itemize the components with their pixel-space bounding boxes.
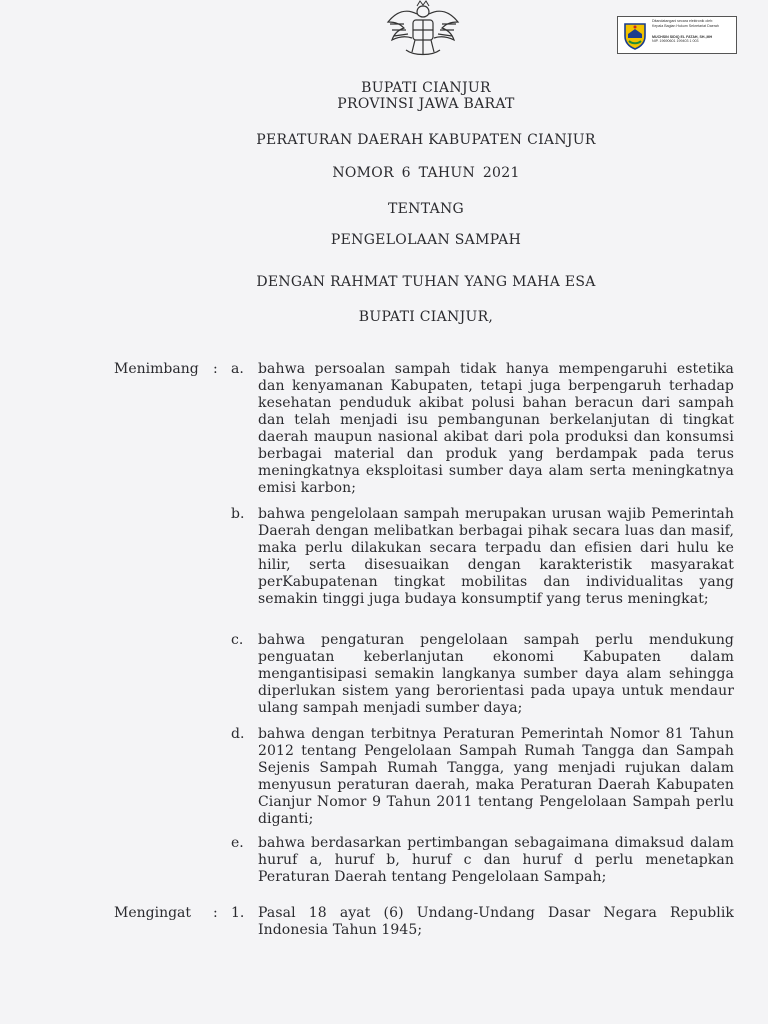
menimbang-item-b: bahwa pengelolaan sampah merupakan urusan wajib Pemerintah Daerah dengan melibatkan berbagai pihak secara luas dan masif, maka perlu dilakukan secara terpadu dan efisien dari hulu ke hilir, serta disesuaikan dengan karakteristik masyarakat perKabupatenan tingkat mobilitas dan individualitas yang semakin tinggi juga budaya konsumptif yang terus meningkat; — [258, 506, 734, 607]
menimbang-marker-a: a. — [231, 361, 244, 377]
regulation-title: PERATURAN DAERAH KABUPATEN CIANJUR — [256, 132, 596, 148]
menimbang-item-d: bahwa dengan terbitnya Peraturan Pemerintah Nomor 81 Tahun 2012 tentang Pengelolaan Sampah Rumah Tangga dan Sampah Sejenis Sampah Rumah Tangga, yang menjadi rujukan dalam menyusun peraturan daerah, maka Peraturan Daerah Kabupaten Cianjur Nomor 9 Tahun 2011 tentang Pengelolaan Sampah perlu diganti; — [258, 726, 734, 827]
menimbang-marker-e: e. — [231, 835, 244, 851]
mengingat-item-1: Pasal 18 ayat (6) Undang-Undang Dasar Negara Republik Indonesia Tahun 1945; — [258, 905, 734, 938]
regulation-about: TENTANG — [387, 201, 465, 217]
header-line2: PROVINSI JAWA BARAT — [337, 96, 515, 112]
menimbang-item-e: bahwa berdasarkan pertimbangan sebagaimana dimaksud dalam huruf a, huruf b, huruf c dan huruf d perlu menetapkan Peraturan Daerah tentang Pengelolaan Sampah; — [258, 835, 734, 885]
cianjur-crest-icon — [622, 22, 648, 50]
menimbang-marker-d: d. — [231, 726, 245, 742]
esign-stamp — [617, 16, 737, 54]
regulation-subject: PENGELOLAAN SAMPAH — [330, 232, 522, 248]
stamp-signer-name: MUCHSIN SIDIQ EL FATAH, SH.,MH — [652, 34, 713, 39]
menimbang-colon: : — [213, 361, 218, 377]
stamp-line1: Ditandatangani secara elektronik oleh: — [652, 19, 714, 23]
mengingat-marker-1: 1. — [231, 905, 245, 921]
menimbang-marker-b: b. — [231, 506, 245, 522]
menimbang-label: Menimbang — [114, 361, 199, 377]
header-line1: BUPATI CIANJUR — [361, 80, 491, 96]
stamp-line2: Kepala Bagian Hukum Sekretariat Daerah — [652, 23, 719, 28]
menimbang-marker-c: c. — [231, 632, 244, 648]
mengingat-label: Mengingat — [114, 905, 192, 921]
garuda-emblem-icon — [382, 0, 464, 58]
stamp-signer-nip: NIP. 19690601 199403 1 003 — [652, 38, 699, 43]
regulation-number: NOMOR 6 TAHUN 2021 — [332, 165, 520, 181]
regent-line: BUPATI CIANJUR, — [358, 309, 494, 325]
menimbang-item-a: bahwa persoalan sampah tidak hanya mempengaruhi estetika dan kenyamanan Kabupaten, tetapi juga berpengaruh terhadap kesehatan penduduk akibat polusi bahan beracun dari sampah dan telah menjadi isu pembangunan berkelanjutan di tingkat daerah maupun nasional akibat dari pola produksi dan konsumsi berbagai material dan produk yang berdampak pada terus meningkatnya eksploitasi sumber daya alam serta meningkatnya emisi karbon; — [258, 361, 734, 496]
blessing-line: DENGAN RAHMAT TUHAN YANG MAHA ESA — [256, 274, 596, 290]
menimbang-item-c: bahwa pengaturan pengelolaan sampah perlu mendukung penguatan keberlanjutan ekonomi Kabupaten dalam mengantisipasi semakin langkanya sumber daya alam sehingga diperlukan sistem yang berorientasi pada upaya untuk mendaur ulang sampah menjadi sumber daya; — [258, 632, 734, 716]
mengingat-colon: : — [213, 905, 218, 921]
